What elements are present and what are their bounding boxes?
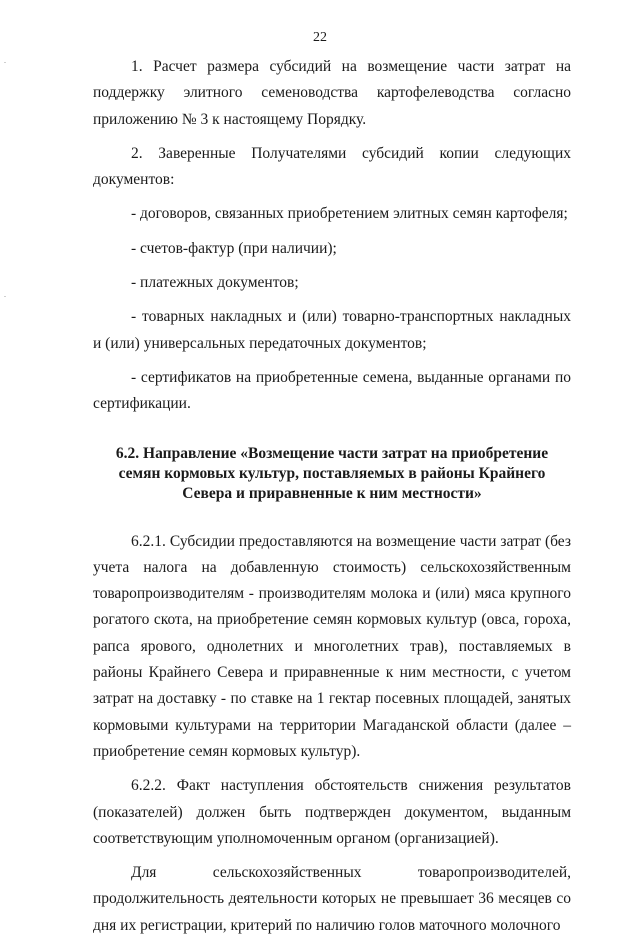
page-number: 22 <box>313 30 327 45</box>
list-item: - счетов-фактур (при наличии); <box>131 239 337 257</box>
list-item: - сертификатов на приобретенные семена, выданные органами по сертификации. <box>93 368 571 413</box>
section-heading-line: 6.2. Направление «Возмещение части затрат на приобретение <box>115 444 549 462</box>
scan-margin-mark <box>4 62 6 63</box>
section-heading-line: Севера и приравненные к ним местности» <box>182 484 482 502</box>
section-heading-line: семян кормовых культур, поставляемых в районы Крайнего <box>118 464 546 482</box>
paragraph-6-2-2: 6.2.2. Факт наступления обстоятельств снижения результатов (показателей) должен быть подтвержден документом, выданным соответствующим уполномоченным органом (организацией). <box>93 777 571 847</box>
list-item: - платежных документов; <box>131 274 299 292</box>
scan-margin-mark <box>4 296 6 297</box>
section-heading <box>103 444 561 504</box>
paragraph-item-1: 1. Расчет размера субсидий на возмещение части затрат на поддержку элитного семеноводства картофелеводства согласно приложению № 3 к настоящему Порядку. <box>93 58 571 128</box>
list-item: - договоров, связанных приобретением элитных семян картофеля; <box>131 205 568 223</box>
document-body <box>93 54 571 947</box>
list-item: - товарных накладных и (или) товарно-транспортных накладных и (или) универсальных передаточных документов; <box>93 308 571 352</box>
paragraph-6-2-1: 6.2.1. Субсидии предоставляются на возмещение части затрат (без учета налога на добавленную стоимость) сельскохозяйственным товаропроизводителям - производителям молока и (или) мяса крупного рогатого скота, на приобретение семян кормовых культур (овса, гороха, рапса ярового, однолетних и многолетних трав), поставляемых в районы Крайнего Севера и приравненные к ним местности, с учетом затрат на доставку - по ставке на 1 гектар посевных площадей, занятых кормовыми культурами на территории Магаданской области (далее – приобретение семян кормовых культур). <box>93 532 571 760</box>
paragraph-item-2: 2. Заверенные Получателями субсидий копии следующих документов: <box>93 144 571 189</box>
paragraph-continuation: Для сельскохозяйственных товаропроизводителей, продолжительность деятельности которых не превышает 36 месяцев со дня их регистрации, критерий по наличию голов маточного молочного <box>93 864 571 934</box>
